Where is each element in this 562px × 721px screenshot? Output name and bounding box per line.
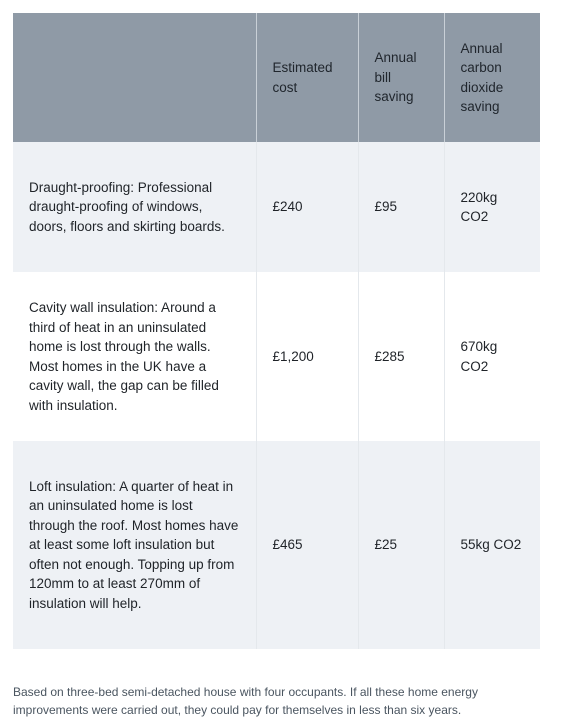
- bill-saving-cell: £285: [358, 272, 444, 441]
- cost-cell: £465: [256, 441, 358, 649]
- bill-saving-cell: £25: [358, 441, 444, 649]
- carbon-saving-cell: 55kg CO2: [444, 441, 540, 649]
- footnote: Based on three-bed semi-detached house with four occupants. If all these home energy improvements were carried out, they could pay for themselves in less than six years.: [13, 685, 478, 717]
- measure-cell: Draught-proofing: Professional draught-proofing of windows, doors, floors and skirting boards.: [13, 142, 256, 272]
- table-header-row: [13, 13, 540, 142]
- cost-cell: £1,200: [256, 272, 358, 441]
- table-row: [13, 272, 540, 441]
- cost-cell: £240: [256, 142, 358, 272]
- energy-savings-table-container: [13, 13, 540, 649]
- energy-savings-table: [13, 13, 540, 649]
- header-annual-carbon-saving: Annual carbon dioxide saving: [444, 13, 540, 142]
- header-annual-bill-saving: Annual bill saving: [358, 13, 444, 142]
- bill-saving-cell: £95: [358, 142, 444, 272]
- table-row: [13, 441, 540, 649]
- table-row: [13, 142, 540, 272]
- measure-cell: Loft insulation: A quarter of heat in an uninsulated home is lost through the roof. Most homes have at least some loft insulation but often not enough. Topping up from 120mm to at least 270mm of insulation will help.: [13, 441, 256, 649]
- carbon-saving-cell: 220kg CO2: [444, 142, 540, 272]
- measure-cell: Cavity wall insulation: Around a third of heat in an uninsulated home is lost through the walls. Most homes in the UK have a cavity wall, the gap can be filled with insulation.: [13, 272, 256, 441]
- carbon-saving-cell: 670kg CO2: [444, 272, 540, 441]
- header-measure: [13, 13, 256, 142]
- header-estimated-cost: Estimated cost: [256, 13, 358, 142]
